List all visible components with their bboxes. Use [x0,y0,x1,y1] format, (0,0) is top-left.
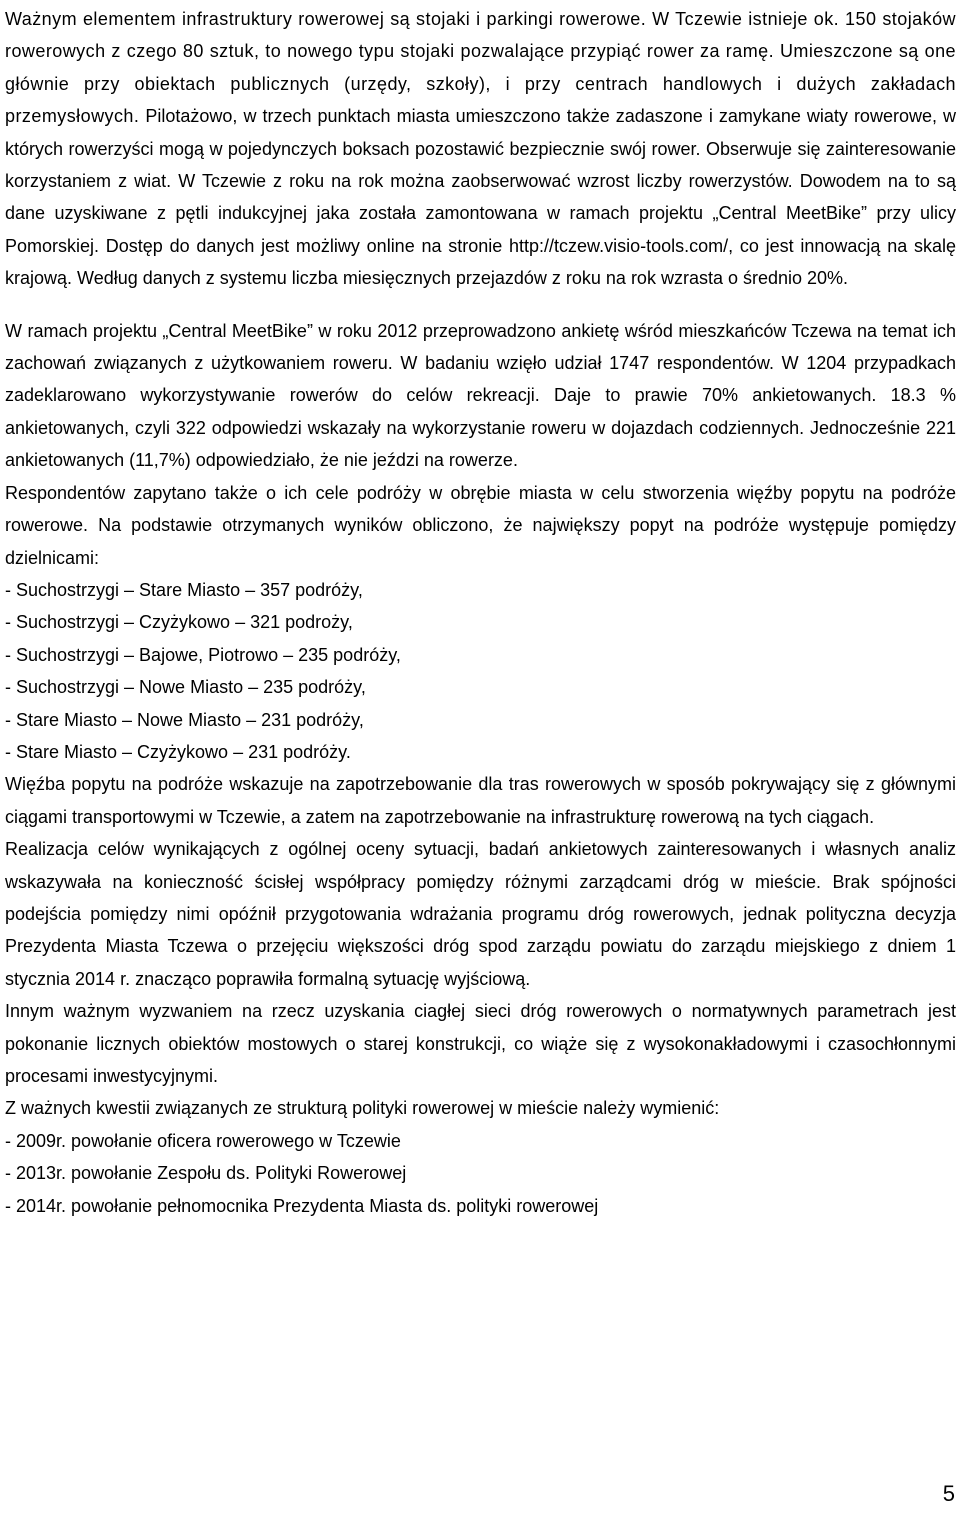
list-item: - Suchostrzygi – Stare Miasto – 357 podróży, [5,579,363,600]
list-item: - 2013r. powołanie Zespołu ds. Polityki Rowerowej [5,1163,407,1184]
paragraph-trip-goals: Respondentów zapytano także o ich cele podróży w obrębie miasta w celu stworzenia więźby popytu na podróże rowerowe. Na podstawie otrzymanych wyników obliczono, że największy popyt na podróże występuje pomiędzy dzielnicami: [5,482,956,568]
paragraph-gap [5,295,956,315]
paragraph-policy-intro: Z ważnych kwestii związanych ze strukturą polityki rowerowej w mieście należy wymienić: [5,1098,720,1119]
document-page [5,0,956,1222]
list-item: - 2014r. powołanie pełnomocnika Prezydenta Miasta ds. polityki rowerowej [5,1195,599,1216]
paragraph-bridges: Innym ważnym wyzwaniem na rzecz uzyskania ciagłej sieci dróg rowerowych o normatywnych parametrach jest pokonanie licznych obiektów mostowych o starej konstrukcji, co wiąże się z wysokonakładowymi i czasochłonnymi procesami inwestycyjnymi. [5,1001,956,1086]
list-item: - Suchostrzygi – Bajowe, Piotrowo – 235 podróży, [5,644,401,665]
list-item: - Stare Miasto – Nowe Miasto – 231 podróży, [5,709,364,730]
list-item: - Suchostrzygi – Czyżykowo – 321 podroży, [5,612,353,633]
list-item: - Stare Miasto – Czyżykowo – 231 podróży. [5,741,351,762]
paragraph-implementation: Realizacja celów wynikających z ogólnej oceny sytuacji, badań ankietowych zainteresowanych i własnych analiz wskazywała na konieczność ścisłej współpracy pomiędzy różnymi zarządcami dróg w mieście. Brak spójności podejścia pomiędzy nimi opóźnił przygotowania wdrażania programu dróg rowerowych, jednak polityczna decyzja Prezydenta Miasta Tczewa o przejęciu większości dróg spod zarządu powiatu do zarządu miejskiego z dniem 1 stycznia 2014 r. znacząco poprawiła formalną sytuację wyjściową. [5,839,956,989]
page-number: 5 [942,1481,955,1506]
trip-list [5,574,956,768]
paragraph-bike-racks-part2: Pilotażowo, w trzech punktach miasta umieszczono także zadaszone i zamykane wiaty rowerowe, w których rowerzyści mogą w pojedynczych boksach pozostawić bezpiecznie swój rower. Obserwuje się zainteresowanie korzystaniem z wiat. W Tczewie z roku na rok można zaobserwować wzrost liczby rowerzystów. Dowodem na to są dane uzyskiwane z pętli indukcyjnej jaka została zamontowana w ramach projektu „Central MeetBike” przy ulicy Pomorskiej. Dostęp do danych jest możliwy online na stronie http://tczew.visio-tools.com/, co jest innowacją na skalę krajową. Według danych z systemu liczba miesięcznych przejazdów z roku na rok wzrasta o średnio 20%. [5,106,956,289]
paragraph-bike-racks [5,0,956,295]
paragraph-demand: Więźba popytu na podróże wskazuje na zapotrzebowanie dla tras rowerowych w sposób pokrywający się z głównymi ciągami transportowymi w Tczewie, a zatem na zapotrzebowanie na infrastrukturę rowerową na tych ciągach. [5,774,956,827]
paragraph-bike-racks-part1: Ważnym elementem infrastruktury rowerowej są stojaki i parkingi rowerowe. W Tczewie istnieje ok. 150 stojaków rowerowych z czego 80 sztuk, to nowego typu stojaki pozwalające przypiąć rower za ramę. Umieszczone są one głównie przy obiektach publicznych (urzędy, szkoły), i przy centrach handlowych i dużych zakładach przemysłowych. [5,9,956,127]
milestone-list [5,1125,956,1222]
list-item: - Suchostrzygi – Nowe Miasto – 235 podróży, [5,677,366,698]
list-item: - 2009r. powołanie oficera rowerowego w Tczewie [5,1130,401,1151]
paragraph-survey: W ramach projektu „Central MeetBike” w roku 2012 przeprowadzono ankietę wśród mieszkańców Tczewa na temat ich zachowań związanych z użytkowaniem roweru. W badaniu wzięło udział 1747 respondentów. W 1204 przypadkach zadeklarowano wykorzystywanie rowerów do celów rekreacji. Daje to prawie 70% ankietowanych. 18.3 % ankietowanych, czyli 322 odpowiedzi wskazały na wykorzystanie roweru w dojazdach codziennych. Jednocześnie 221 ankietowanych (11,7%) odpowiedziało, że nie jeździ na rowerze. [5,320,956,471]
